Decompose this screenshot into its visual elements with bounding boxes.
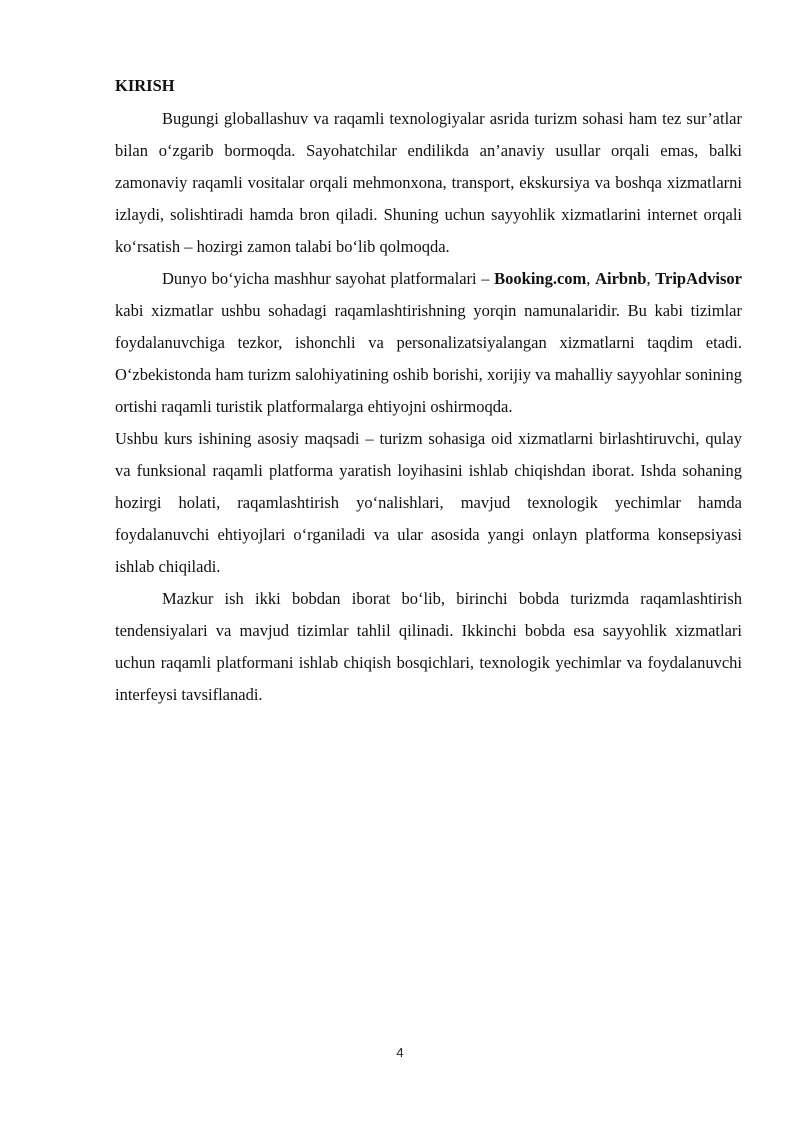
paragraph-2-sep2: , xyxy=(646,269,656,288)
paragraph-2-sep1: , xyxy=(586,269,596,288)
page-number: 4 xyxy=(396,1045,404,1060)
paragraph-1: Bugungi globallashuv va raqamli texnologiyalar asrida turizm sohasi ham tez sur’atlar bilan o‘zgarib bormoqda. Sayohatchilar endilikda an’anaviy usullar orqali emas, balki zamonaviy raqamli vositalar orqali mehmonxona, transport, ekskursiya va boshqa xizmatlarni izlaydi, solishtiradi hamda bron qiladi. Shuning uchun sayyohlik xizmatlarini internet orqali ko‘rsatish – hozirgi zamon talabi bo‘lib qolmoqda. xyxy=(115,109,742,256)
section-heading: KIRISH xyxy=(115,76,175,95)
paragraph-2 xyxy=(115,263,742,423)
paragraph-2-rest: kabi xizmatlar ushbu sohadagi raqamlashtirishning yorqin namunalaridir. Bu kabi tizimlar foydalanuvchiga tezkor, ishonchli va personalizatsiyalangan xizmatlarni taqdim etadi. O‘zbekistonda ham turizm salohiyatining oshib borishi, xorijiy va mahalliy sayyohlar sonining ortishi raqamli turistik platformalarga ehtiyojni oshirmoqda. xyxy=(115,301,742,416)
page-content xyxy=(115,70,742,711)
brand-tripadvisor: TripAdvisor xyxy=(655,269,743,288)
paragraph-3: Ushbu kurs ishining asosiy maqsadi – turizm sohasiga oid xizmatlarni birlashtiruvchi, qulay va funksional raqamli platforma yaratish loyihasini ishlab chiqishdan iborat. Ishda sohaning hozirgi holati, raqamlashtirish yo‘nalishlari, mavjud texnologik yechimlar hamda foydalanuvchi ehtiyojlari o‘rganiladi va ular asosida yangi onlayn platforma konsepsiyasi ishlab chiqiladi. xyxy=(115,429,742,576)
paragraph-2-lead: Dunyo bo‘yicha mashhur sayohat platformalari – xyxy=(162,269,495,288)
brand-booking: Booking.com xyxy=(494,269,587,288)
paragraph-4: Mazkur ish ikki bobdan iborat bo‘lib, birinchi bobda turizmda raqamlashtirish tendensiyalari va mavjud tizimlar tahlil qilinadi. Ikkinchi bobda esa sayyohlik xizmatlari uchun raqamli platformani ishlab chiqish bosqichlari, texnologik yechimlar va foydalanuvchi interfeysi tavsiflanadi. xyxy=(115,589,742,704)
brand-airbnb: Airbnb xyxy=(595,269,647,288)
